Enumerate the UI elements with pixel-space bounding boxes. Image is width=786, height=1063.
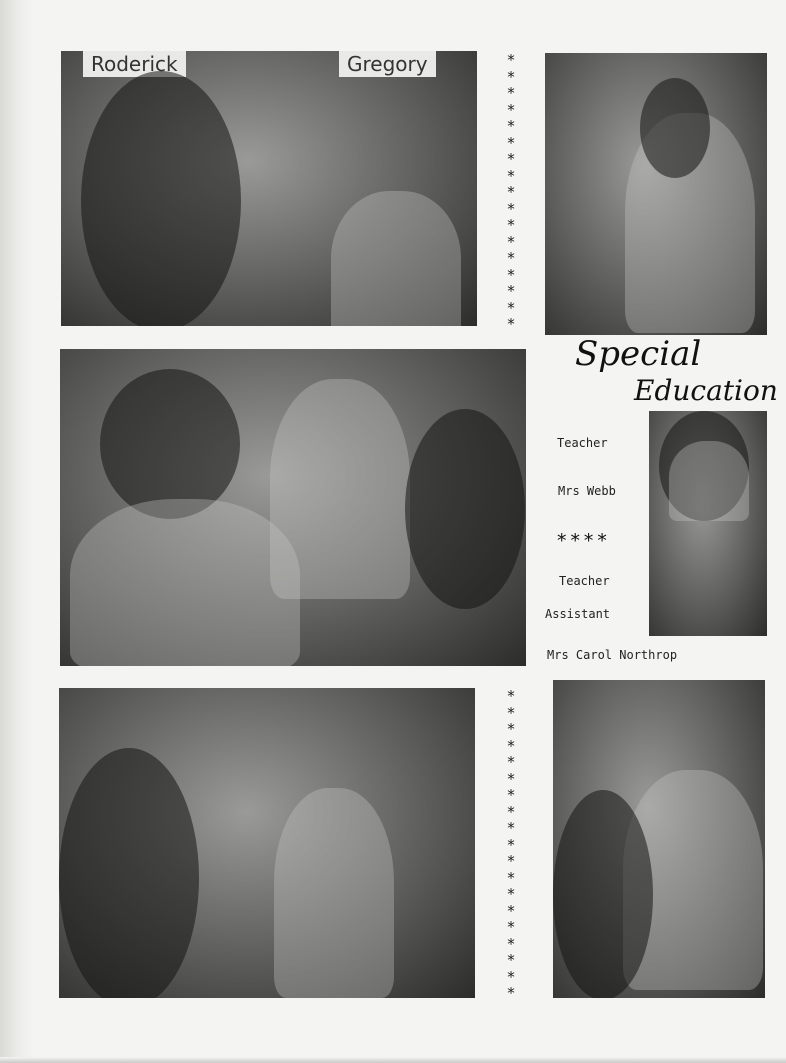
assistant-label-line1: Teacher — [559, 574, 610, 588]
page-bottom-edge — [0, 1057, 786, 1063]
photo-two-children — [553, 680, 765, 998]
teacher-name: Mrs Webb — [558, 484, 616, 498]
caption-separator: **** — [556, 530, 610, 552]
name-sign-gregory: Gregory — [339, 51, 436, 77]
decorative-star-column-bottom: * * * * * * * * * * * * * * * * * * * — [506, 687, 516, 1002]
photo-figure-light — [270, 379, 410, 599]
photo-figure-light — [70, 499, 300, 666]
decorative-star-column-top: * * * * * * * * * * * * * * * * * — [506, 51, 516, 333]
photo-figure-light — [274, 788, 394, 998]
teacher-label: Teacher — [557, 436, 608, 450]
photo-figure-light — [669, 441, 749, 521]
photo-girl-writing — [545, 53, 767, 335]
photo-students-at-board — [61, 51, 477, 326]
photo-figure-shadow — [81, 71, 241, 326]
photo-figure-light — [331, 191, 461, 326]
photo-teacher-with-boys — [60, 349, 526, 666]
photo-figure-shadow — [553, 790, 653, 998]
page-heading-line2: Education — [634, 374, 778, 407]
assistant-label-line2: Assistant — [545, 607, 611, 621]
photo-figure-shadow — [640, 78, 710, 178]
photo-children-pointing — [59, 688, 475, 998]
assistant-name: Mrs Carol Northrop — [547, 648, 678, 662]
photo-figure-shadow — [405, 409, 525, 609]
page-binding-edge — [0, 0, 34, 1063]
photo-figure-shadow — [100, 369, 240, 519]
photo-boy-on-telephone — [649, 411, 767, 636]
page-heading-line1: Special — [575, 334, 702, 374]
photo-figure-shadow — [59, 748, 199, 998]
name-sign-roderick: Roderick — [83, 51, 186, 77]
